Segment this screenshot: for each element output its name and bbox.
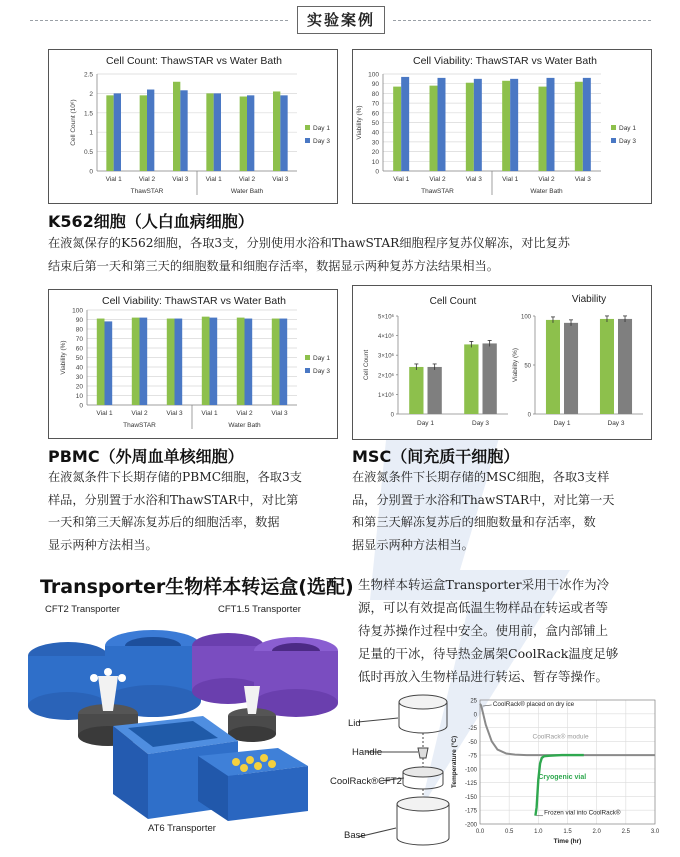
- bar: [140, 318, 148, 405]
- x-tick-label: 0.0: [475, 829, 485, 835]
- pbmc-viability-chart: [48, 289, 338, 439]
- y-tick-label: 60: [371, 110, 379, 118]
- bar: [510, 79, 518, 171]
- k562-viability-chart: [352, 49, 652, 204]
- y-tick-label: 10: [371, 158, 379, 166]
- product-label-cft2: CFT2 Transporter: [45, 604, 120, 615]
- y-tick-label: 60: [75, 345, 83, 353]
- bar: [280, 95, 287, 171]
- bar: [167, 319, 175, 405]
- bar: [547, 78, 555, 171]
- annotation: CoolRack® module: [532, 733, 589, 741]
- annotation: Frozen vial into CoolRack®: [544, 809, 621, 817]
- product-label-at6: AT6 Transporter: [148, 823, 216, 834]
- x-tick-label: Vial 1: [201, 410, 218, 417]
- y-axis-label: Temperature (°C): [451, 735, 458, 789]
- chart-title: Cell Viability: ThawSTAR vs Water Bath: [412, 55, 598, 67]
- legend-swatch: [305, 368, 310, 373]
- k562-heading: K562细胞（人白血病细胞）: [48, 212, 254, 231]
- y-axis-label: Cell Count: [363, 349, 370, 381]
- y-tick-label: -200: [464, 822, 477, 829]
- bar: [483, 343, 497, 414]
- msc-charts: [352, 285, 652, 440]
- annotation-pointer: [483, 705, 492, 706]
- x-tick-label: 0.5: [504, 829, 514, 835]
- x-tick-label: 1.0: [534, 829, 543, 835]
- y-tick-label: 30: [75, 374, 83, 381]
- y-tick-label: 20: [371, 149, 379, 157]
- y-tick-label: 50: [75, 355, 83, 362]
- y-tick-label: -50: [468, 739, 477, 746]
- x-tick-label: Vial 3: [272, 176, 289, 183]
- x-tick-label: Day 1: [553, 420, 571, 427]
- header-rule-right: [393, 20, 651, 21]
- y-tick-label: 0.5: [83, 149, 93, 157]
- diagram-label-coolrack: CoolRack®CFT2: [330, 776, 402, 787]
- y-tick-label: 70: [371, 100, 379, 108]
- bar: [272, 319, 280, 405]
- y-tick-label: 25: [470, 698, 477, 705]
- y-tick-label: -125: [464, 781, 477, 788]
- bar: [600, 319, 614, 414]
- legend-swatch: [305, 125, 310, 130]
- legend-swatch: [305, 355, 310, 360]
- msc-description: 在液氮条件下长期存储的MSC细胞，各取3支样 品，分别置于水浴和ThawSTAR中，对比第一天 和第三天解冻复苏后的细胞数量和存活率，数 据显示两种方法相当。: [352, 470, 615, 552]
- bar: [466, 83, 474, 171]
- y-tick-label: 2: [89, 90, 93, 98]
- bar: [430, 86, 438, 171]
- bar: [280, 319, 288, 405]
- chart-title: Viability: [571, 294, 607, 305]
- y-tick-label: 0: [473, 712, 477, 719]
- bar: [106, 95, 113, 171]
- legend-label: Day 3: [313, 138, 330, 145]
- y-tick-label: 90: [75, 317, 83, 324]
- y-tick-label: 3×10⁶: [378, 353, 394, 360]
- x-tick-label: Vial 2: [238, 176, 256, 183]
- bar: [546, 320, 560, 414]
- bar: [245, 319, 253, 405]
- section-title: 实验案例: [297, 6, 385, 34]
- y-tick-label: 2×10⁶: [378, 373, 394, 380]
- y-tick-label: -150: [464, 794, 477, 801]
- y-axis-label: Viability (%): [356, 105, 363, 140]
- group-label: Water Bath: [228, 422, 261, 429]
- x-axis-label: Time (hr): [553, 838, 582, 845]
- chart-title: Cell Count: [429, 296, 477, 307]
- y-tick-label: 0: [79, 402, 83, 410]
- legend-label: Day 3: [313, 368, 330, 375]
- bar: [132, 318, 140, 405]
- x-tick-label: Vial 2: [236, 410, 253, 417]
- bar: [180, 90, 187, 171]
- transporter-heading: Transporter生物样本转运盒(选配): [40, 576, 354, 598]
- legend-swatch: [611, 125, 616, 130]
- bar: [438, 78, 446, 171]
- bar: [564, 323, 578, 414]
- y-tick-label: 40: [75, 364, 83, 372]
- x-tick-label: Day 3: [607, 420, 625, 427]
- x-tick-label: Vial 2: [429, 176, 446, 183]
- x-tick-label: Day 1: [417, 420, 434, 427]
- x-tick-label: Vial 1: [205, 176, 222, 183]
- series-line: [535, 755, 583, 816]
- y-tick-label: 70: [75, 336, 83, 343]
- bar: [140, 95, 147, 171]
- bar: [97, 319, 105, 405]
- bar: [464, 344, 478, 414]
- temperature-curve-chart: [440, 696, 668, 854]
- bar: [237, 318, 245, 405]
- bar: [401, 77, 409, 171]
- y-tick-label: 2.5: [83, 71, 93, 79]
- group-label: ThawSTAR: [130, 188, 164, 195]
- group-label: ThawSTAR: [123, 422, 156, 429]
- bar: [474, 79, 482, 171]
- x-tick-label: Vial 3: [574, 176, 591, 183]
- x-tick-label: Vial 2: [138, 176, 156, 183]
- y-tick-label: -25: [468, 726, 477, 733]
- x-tick-label: Vial 1: [393, 176, 410, 183]
- bar: [393, 87, 401, 171]
- x-tick-label: 1.5: [563, 829, 572, 835]
- y-axis-label: Viability (%): [60, 340, 67, 375]
- x-tick-label: 3.0: [650, 829, 660, 835]
- x-tick-label: Day 3: [472, 420, 489, 427]
- y-tick-label: 0: [375, 168, 379, 176]
- group-label: Water Bath: [530, 188, 563, 195]
- bar: [247, 95, 254, 171]
- y-tick-label: 100: [520, 314, 531, 321]
- x-tick-label: Vial 3: [172, 176, 189, 183]
- diagram-label-base: Base: [344, 830, 366, 841]
- y-axis-label: Viability (%): [512, 347, 519, 383]
- bar: [147, 90, 154, 171]
- pbmc-description: 在液氮条件下长期存储的PBMC细胞，各取3支 样品，分别置于水浴和ThawSTAR中，对比第 一天和第三天解冻复苏后的细胞活率，数据 显示两种方法相当。: [48, 470, 302, 552]
- bar: [575, 82, 583, 171]
- header-rule-left: [30, 20, 288, 21]
- bar: [105, 321, 113, 405]
- bar: [114, 93, 121, 171]
- y-tick-label: 20: [75, 383, 83, 391]
- transporter-description: 生物样本转运盒Transporter采用干冰作为冷 源，可以有效提高低温生物样品在转运或者等 待复苏操作过程中安全。使用前，盒内部铺上 足量的干冰，待导热金属架CoolRack温度足够 低时再放入生物样品进行转运、暂存等操作。: [358, 577, 619, 684]
- y-tick-label: 90: [371, 81, 379, 89]
- y-tick-label: 5×10⁶: [378, 314, 394, 321]
- y-tick-label: 80: [75, 326, 83, 334]
- pbmc-heading: PBMC（外周血单核细胞）: [48, 447, 244, 466]
- y-tick-label: 0: [89, 168, 93, 176]
- k562-description: 在液氮保存的K562细胞，各取3支，分别使用水浴和ThawSTAR细胞程序复苏仪解冻，对比复苏 结束后第一天和第三天的细胞数量和细胞存活率，数据显示两种复苏方法结果相当。: [48, 236, 570, 273]
- diagram-label-handle: Handle: [352, 747, 383, 758]
- y-tick-label: 0: [527, 412, 531, 419]
- legend-swatch: [305, 138, 310, 143]
- group-label: ThawSTAR: [421, 188, 454, 195]
- y-tick-label: 50: [371, 120, 379, 127]
- legend-label: Day 1: [313, 355, 330, 362]
- y-tick-label: -75: [468, 753, 477, 760]
- legend-label: Day 1: [619, 125, 636, 132]
- y-tick-label: 1: [89, 129, 93, 137]
- x-tick-label: Vial 3: [465, 176, 482, 183]
- annotation: Cryogenic vial: [538, 773, 587, 781]
- transporter-products-image: [28, 616, 348, 826]
- y-tick-label: 4×10⁶: [378, 334, 394, 341]
- y-tick-label: 1.5: [83, 110, 93, 118]
- y-tick-label: 100: [368, 71, 379, 79]
- annotation: CoolRack® placed on dry ice: [492, 701, 575, 709]
- bar: [618, 319, 632, 414]
- diagram-label-lid: Lid: [348, 718, 361, 729]
- bar: [502, 81, 510, 171]
- bar: [409, 367, 423, 414]
- x-tick-label: 2.5: [621, 829, 631, 835]
- x-tick-label: Vial 2: [538, 176, 555, 183]
- group-label: Water Bath: [230, 188, 264, 195]
- x-tick-label: Vial 3: [271, 410, 288, 417]
- bar: [202, 317, 210, 405]
- bar: [240, 97, 247, 171]
- y-tick-label: 10: [75, 393, 83, 400]
- bar: [214, 93, 221, 171]
- k562-count-chart: [48, 49, 338, 204]
- bar: [173, 82, 180, 171]
- y-tick-label: 30: [371, 139, 379, 147]
- y-tick-label: 1×10⁶: [378, 392, 394, 399]
- chart-title: Cell Count: ThawSTAR vs Water Bath: [105, 55, 283, 67]
- chart-title: Cell Viability: ThawSTAR vs Water Bath: [101, 295, 287, 307]
- bar: [428, 367, 442, 414]
- y-tick-label: 100: [72, 307, 83, 315]
- legend-label: Day 3: [619, 138, 636, 145]
- bar: [539, 87, 547, 171]
- x-tick-label: Vial 3: [166, 410, 183, 417]
- x-tick-label: 2.0: [592, 829, 601, 835]
- legend-swatch: [611, 138, 616, 143]
- msc-heading: MSC（间充质干细胞）: [352, 447, 520, 466]
- legend-label: Day 1: [313, 125, 330, 132]
- y-tick-label: -100: [464, 767, 477, 774]
- product-label-cft15: CFT1.5 Transporter: [218, 604, 301, 615]
- x-tick-label: Vial 2: [131, 410, 148, 417]
- bar: [210, 318, 218, 405]
- y-tick-label: 80: [371, 90, 379, 98]
- y-tick-label: 50: [524, 363, 531, 370]
- bar: [206, 93, 213, 171]
- x-tick-label: Vial 1: [502, 176, 519, 183]
- bar: [583, 78, 591, 171]
- y-tick-label: 0: [390, 412, 394, 419]
- x-tick-label: Vial 1: [105, 176, 122, 183]
- y-tick-label: 40: [371, 129, 379, 137]
- y-axis-label: Cell Count (10⁶): [70, 99, 77, 146]
- bar: [175, 319, 183, 405]
- bar: [273, 91, 280, 171]
- x-tick-label: Vial 1: [96, 410, 113, 417]
- y-tick-label: -175: [464, 808, 477, 815]
